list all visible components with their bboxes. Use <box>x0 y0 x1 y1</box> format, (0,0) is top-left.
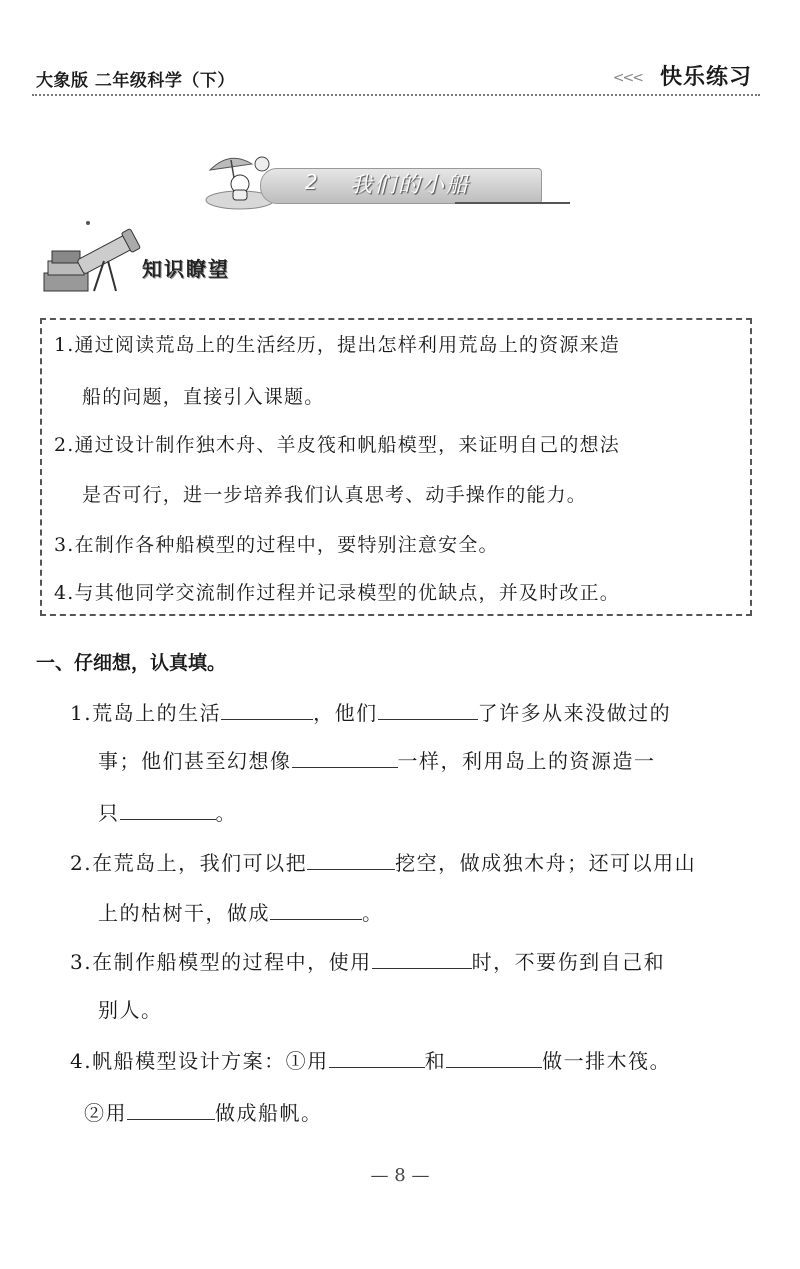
question-3-line-1 <box>70 946 665 976</box>
question-4-line-2 <box>84 1097 323 1127</box>
knowledge-item: 是否可行，进一步培养我们认真思考、动手操作的能力。 <box>82 484 588 506</box>
answer-blank[interactable] <box>270 897 362 920</box>
answer-blank[interactable] <box>292 745 398 768</box>
answer-blank[interactable] <box>446 1045 542 1068</box>
book-title: 大象版 二年级科学（下） <box>36 71 235 91</box>
q4-text: 做一排木筏。 <box>542 1049 672 1073</box>
knowledge-item: 4.与其他同学交流制作过程并记录模型的优缺点，并及时改正。 <box>54 582 620 604</box>
page-header <box>32 60 760 96</box>
lesson-number: 2 <box>305 170 318 194</box>
answer-blank[interactable] <box>372 946 472 969</box>
q1-text: 一样，利用岛上的资源造一 <box>397 749 656 773</box>
knowledge-item: 2.通过设计制作独木舟、羊皮筏和帆船模型，来证明自己的想法 <box>54 434 620 456</box>
lesson-banner <box>200 150 580 210</box>
q2-text: 挖空，做成独木舟；还可以用山 <box>395 851 697 875</box>
knowledge-heading <box>38 215 278 295</box>
exercise-title: 一、仔细想，认真填。 <box>36 652 227 674</box>
q1-text: 只 <box>98 801 120 825</box>
q1-text: 了许多从来没做过的 <box>477 701 672 725</box>
question-1-line-1 <box>70 697 671 727</box>
q1-text: ，他们 <box>313 701 378 725</box>
answer-blank[interactable] <box>329 1045 425 1068</box>
knowledge-title: 知识瞭望 <box>142 257 230 281</box>
header-divider <box>32 94 760 96</box>
question-2-line-1 <box>70 847 696 877</box>
q4-text: 和 <box>424 1049 447 1073</box>
answer-blank[interactable] <box>378 697 478 720</box>
q2-text: 上的枯树干，做成 <box>98 901 270 925</box>
lesson-title: 我们的小船 <box>350 173 471 198</box>
q2-text: 2.在荒岛上，我们可以把 <box>70 851 308 875</box>
question-3-line-2 <box>98 996 163 1024</box>
q1-text: 1.荒岛上的生活 <box>70 701 222 725</box>
section-label: 快乐练习 <box>659 65 752 90</box>
q2-text: 。 <box>362 901 384 925</box>
q3-text: 时，不要伤到自己和 <box>471 950 666 974</box>
answer-blank[interactable] <box>221 697 313 720</box>
chevrons-icon: <<< <box>612 70 642 86</box>
q1-text: 事；他们甚至幻想像 <box>98 749 292 773</box>
telescope-icon <box>38 215 142 295</box>
question-4-line-1 <box>70 1045 671 1075</box>
q3-text: 3.在制作船模型的过程中，使用 <box>70 950 372 974</box>
knowledge-item: 1.通过阅读荒岛上的生活经历，提出怎样利用荒岛上的资源来造 <box>54 334 620 356</box>
q4-text: 4.帆船模型设计方案：①用 <box>70 1049 329 1073</box>
answer-blank[interactable] <box>120 797 216 820</box>
question-1-line-3 <box>98 797 237 827</box>
question-2-line-2 <box>98 897 384 927</box>
knowledge-item: 船的问题，直接引入课题。 <box>82 386 325 408</box>
q3-text: 别人。 <box>98 998 163 1022</box>
question-1-line-2 <box>98 745 656 775</box>
q4-text: 做成船帆。 <box>215 1101 323 1125</box>
knowledge-item: 3.在制作各种船模型的过程中，要特别注意安全。 <box>54 534 499 556</box>
q1-text: 。 <box>215 801 237 825</box>
answer-blank[interactable] <box>127 1097 215 1120</box>
knowledge-box <box>40 318 752 616</box>
page-number: — 8 — <box>370 1165 430 1186</box>
q4-text: ②用 <box>84 1101 127 1125</box>
answer-blank[interactable] <box>307 847 395 870</box>
lesson-underline <box>455 202 570 204</box>
